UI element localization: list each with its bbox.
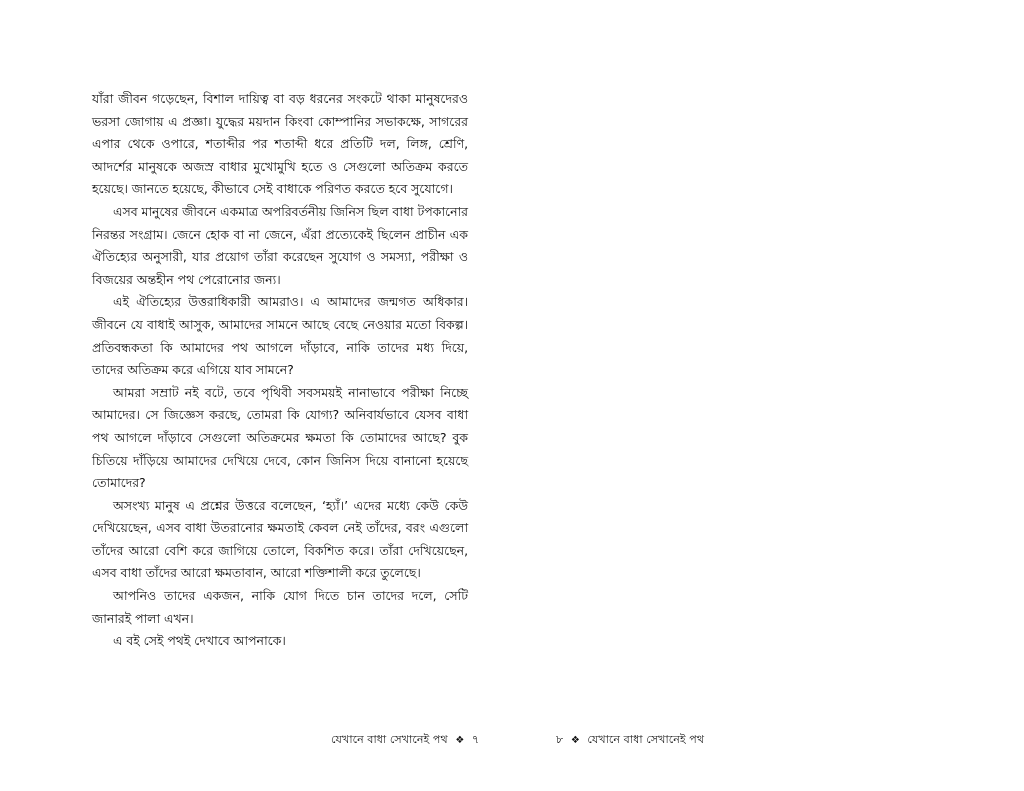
body-paragraph: এ বই সেই পথই দেখাবে আপনাকে। (113, 633, 286, 649)
running-title: যেখানে বাধা সেখানেই পথ (331, 733, 448, 746)
body-paragraph: অসংখ্য মানুষ এ প্রশ্নের উত্তরে বলেছেন, ‘হ্যাঁ।’ এদের মধ্যে কেউ কেউ দেখিয়েছেন, এসব বাধা উতরানোর ক্ষমতাই কেবল নেই তাঁদের, বরং এগুলো তাঁদের আরো বেশি করে জাগিয়ে তোলে, বিকশিত করে। তাঁরা দেখিয়েছেন, এসব বাধা তাঁদের আরো ক্ষমতাবান, আরো শক্তিশালী করে তুলেছে। (92, 497, 468, 581)
body-paragraph: আমরা সম্রাট নই বটে, তবে পৃথিবী সবসময়ই নানাভাবে পরীক্ষা নিচ্ছে আমাদের। সে জিজ্ঞেস করছে, তোমরা কি যোগ্য? অনিবার্যভাবে যেসব বাধা পথ আগলে দাঁড়াবে সেগুলো অতিক্রমের ক্ষমতা কি তোমাদের আছে? বুক চিতিয়ে দাঁড়িয়ে আমাদের দেখিয়ে দেবে, কোন জিনিস দিয়ে বানানো হয়েছে তোমাদের? (92, 384, 468, 491)
running-title: যেখানে বাধা সেখানেই পথ (587, 733, 705, 746)
body-paragraph: এই ঐতিহ্যের উত্তরাধিকারী আমরাও। এ আমাদের জন্মগত অধিকার। জীবনে যে বাধাই আসুক, আমাদের সামনে আছে বেছে নেওয়ার মতো বিকল্প। প্রতিবন্ধকতা কি আমাদের পথ আগলে দাঁড়াবে, নাকি তাদের মধ্য দিয়ে, তাদের অতিক্রম করে এগিয়ে যাব সামনে? (92, 294, 468, 378)
right-page-footer (556, 732, 704, 749)
ornament-separator: ❖ (455, 735, 465, 746)
left-page-footer (331, 732, 479, 749)
body-paragraph: যাঁরা জীবন গড়েছেন, বিশাল দায়িত্ব বা বড় ধরনের সংকটে থাকা মানুষদেরও ভরসা জোগায় এ প্রজ্ঞা। যুদ্ধের ময়দান কিংবা কোম্পানির সভাকক্ষে, সাগরের এপার থেকে ওপারে, শতাব্দীর পর শতাব্দী ধরে প্রতিটি দল, লিঙ্গ, শ্রেণি, আদর্শের মানুষকে অজস্র বাধার মুখোমুখি হতে ও সেগুলো অতিক্রম করতে হয়েছে। জানতে হয়েছে, কীভাবে সেই বাধাকে পরিণত করতে হবে সুযোগে। (92, 91, 468, 197)
left-page-body (92, 88, 468, 653)
page-number: ৮ (556, 733, 564, 746)
body-paragraph: আপনিও তাদের একজন, নাকি যোগ দিতে চান তাদের দলে, সেটি জানারই পালা এখন। (92, 588, 468, 626)
body-paragraph: এসব মানুষের জীবনে একমাত্র অপরিবর্তনীয় জিনিস ছিল বাধা টপকানোর নিরন্তর সংগ্রাম। জেনে হোক বা না জেনে, এঁরা প্রত্যেকেই ছিলেন প্রাচীন এক ঐতিহ্যের অনুসারী, যার প্রয়োগ তাঁরা করেছেন সুযোগ ও সমস্যা, পরীক্ষা ও বিজয়ের অন্তহীন পথ পেরোনোর জন্য। (92, 203, 468, 287)
page-number: ৭ (471, 733, 480, 746)
ornament-separator: ❖ (570, 735, 580, 746)
